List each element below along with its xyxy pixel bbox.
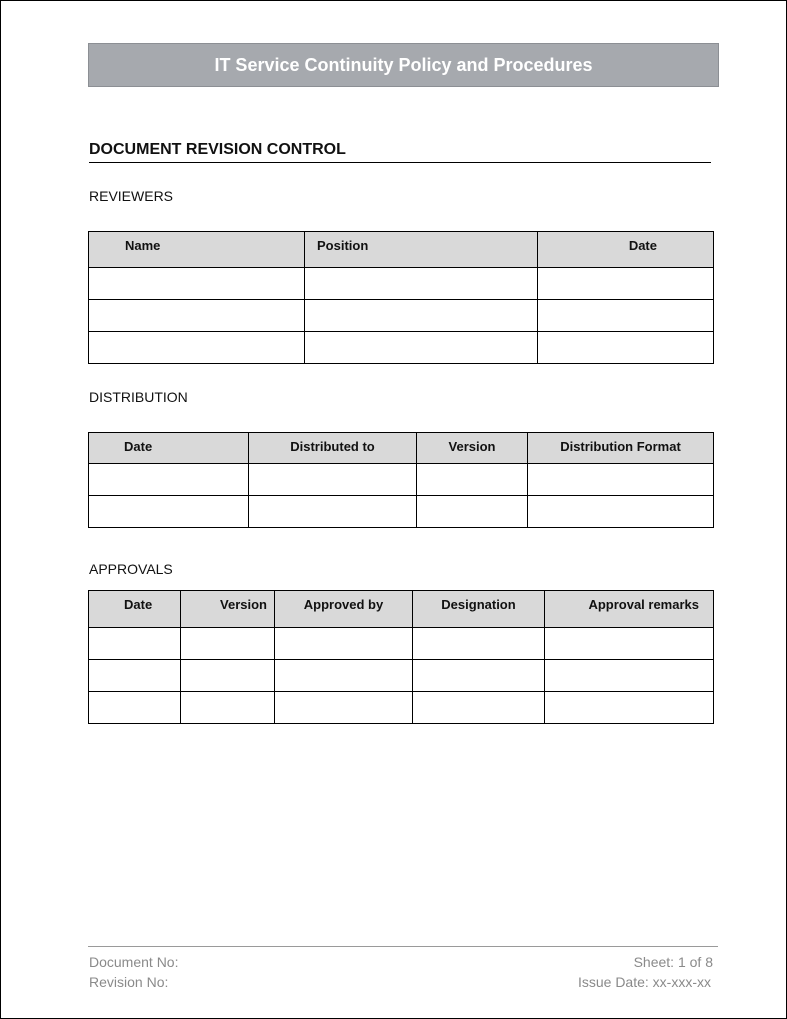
table-cell[interactable]	[305, 300, 538, 332]
table-cell[interactable]	[89, 660, 181, 692]
table-row	[89, 660, 714, 692]
column-header-approval-remarks: Approval remarks	[545, 591, 714, 628]
table-row	[89, 268, 714, 300]
table-cell[interactable]	[545, 692, 714, 724]
approvals-table	[88, 590, 714, 724]
footer-issue-date: Issue Date: xx-xxx-xx	[577, 974, 711, 990]
table-header-row	[89, 433, 714, 464]
table-cell[interactable]	[545, 628, 714, 660]
table-cell[interactable]	[249, 464, 417, 496]
distribution-table	[88, 432, 714, 528]
column-header-distributed-to: Distributed to	[249, 433, 417, 464]
table-row	[89, 692, 714, 724]
column-header-date: Date	[538, 232, 714, 268]
table-cell[interactable]	[89, 628, 181, 660]
approvals-heading: APPROVALS	[89, 561, 173, 577]
table-cell[interactable]	[89, 692, 181, 724]
table-cell[interactable]	[413, 660, 545, 692]
footer-sheet-number: Sheet: 1 of 8	[633, 954, 713, 970]
table-cell[interactable]	[181, 628, 275, 660]
table-cell[interactable]	[305, 332, 538, 364]
section-heading: DOCUMENT REVISION CONTROL	[89, 141, 711, 163]
table-cell[interactable]	[413, 692, 545, 724]
column-header-date: Date	[89, 591, 181, 628]
column-header-designation: Designation	[413, 591, 545, 628]
table-cell[interactable]	[181, 660, 275, 692]
table-cell[interactable]	[89, 496, 249, 528]
table-row	[89, 300, 714, 332]
table-cell[interactable]	[89, 332, 305, 364]
table-cell[interactable]	[417, 496, 528, 528]
table-header-row	[89, 591, 714, 628]
table-cell[interactable]	[305, 268, 538, 300]
reviewers-heading: REVIEWERS	[89, 188, 174, 204]
table-cell[interactable]	[545, 660, 714, 692]
footer-divider	[88, 946, 718, 947]
table-cell[interactable]	[275, 692, 413, 724]
table-row	[89, 464, 714, 496]
table-cell[interactable]	[528, 464, 714, 496]
table-cell[interactable]	[417, 464, 528, 496]
table-row	[89, 628, 714, 660]
table-cell[interactable]	[181, 692, 275, 724]
table-cell[interactable]	[538, 332, 714, 364]
column-header-date: Date	[89, 433, 249, 464]
table-cell[interactable]	[413, 628, 545, 660]
footer-revision-no: Revision No:	[89, 974, 169, 990]
table-header-row	[89, 232, 714, 268]
table-cell[interactable]	[538, 268, 714, 300]
column-header-name: Name	[89, 232, 305, 268]
column-header-position: Position	[305, 232, 538, 268]
distribution-heading: DISTRIBUTION	[89, 389, 188, 405]
footer-document-no: Document No:	[89, 954, 179, 970]
document-title: IT Service Continuity Policy and Procedures	[214, 54, 593, 75]
column-header-version: Version	[417, 433, 528, 464]
column-header-version: Version	[181, 591, 275, 628]
column-header-approved-by: Approved by	[275, 591, 413, 628]
table-cell[interactable]	[89, 268, 305, 300]
document-title-banner	[88, 43, 719, 87]
table-cell[interactable]	[89, 300, 305, 332]
table-cell[interactable]	[249, 496, 417, 528]
table-cell[interactable]	[275, 628, 413, 660]
column-header-distribution-format: Distribution Format	[528, 433, 714, 464]
reviewers-table	[88, 231, 714, 364]
table-cell[interactable]	[275, 660, 413, 692]
table-row	[89, 496, 714, 528]
table-cell[interactable]	[89, 464, 249, 496]
table-cell[interactable]	[538, 300, 714, 332]
table-row	[89, 332, 714, 364]
table-cell[interactable]	[528, 496, 714, 528]
